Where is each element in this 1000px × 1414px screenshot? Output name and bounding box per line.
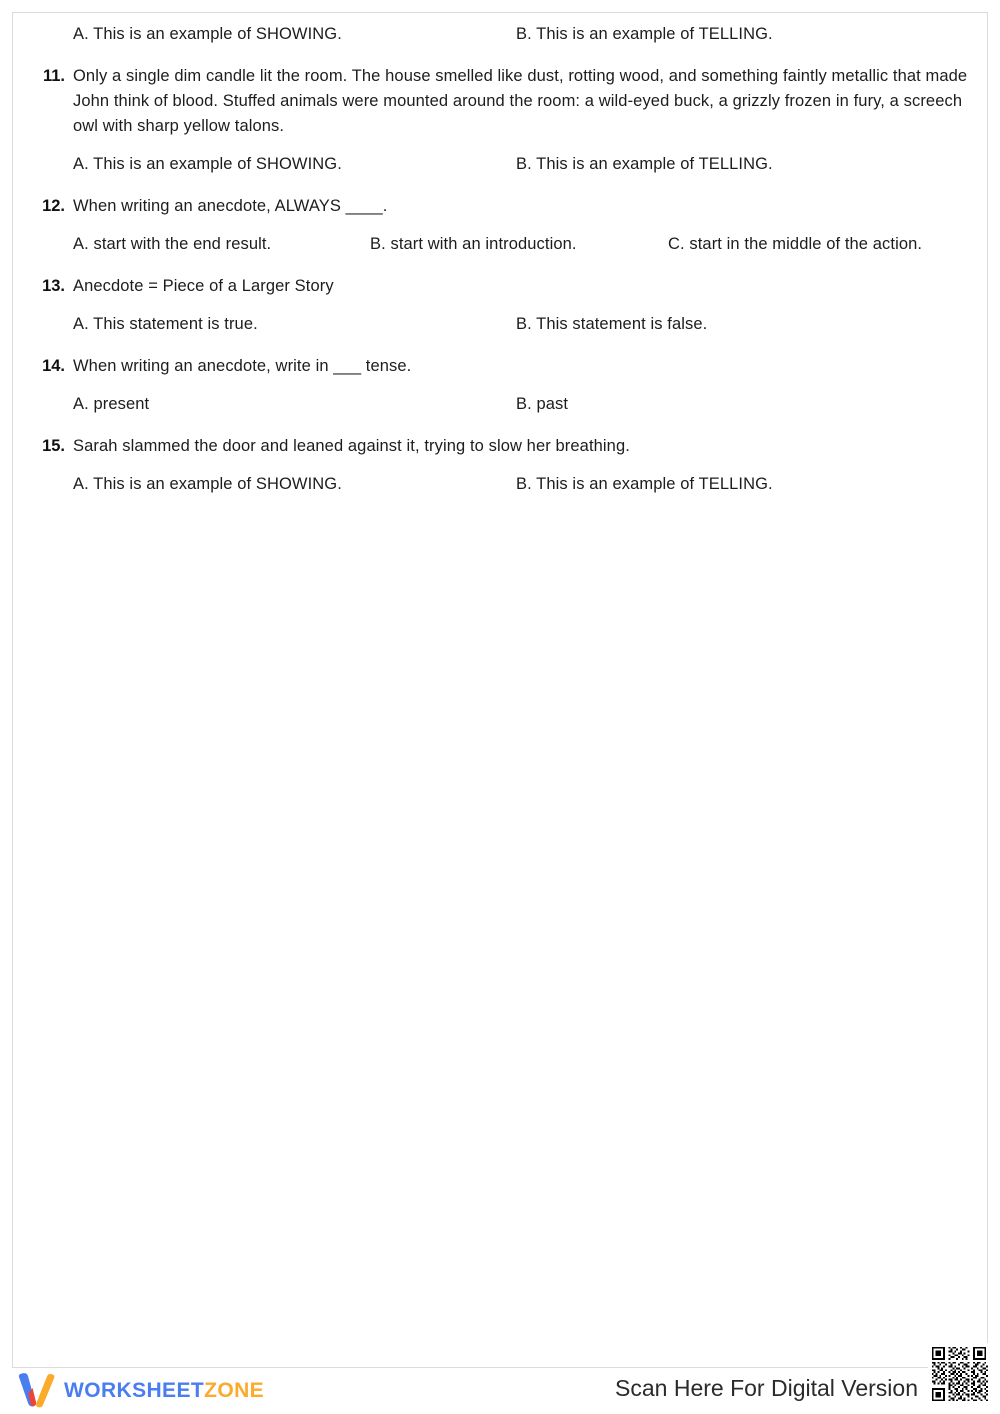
answer-option-b[interactable]: B. This is an example of TELLING.: [516, 475, 773, 493]
question-number: 15.: [42, 437, 65, 455]
spacer: [31, 379, 977, 389]
question-number: 13.: [42, 277, 65, 295]
question-text: When writing an anecdote, write in ___ tense.: [73, 357, 412, 375]
question-row: [31, 194, 977, 219]
worksheet-zone-w-icon: [14, 1371, 58, 1411]
question-row: [31, 354, 977, 379]
question-text: Only a single dim candle lit the room. The house smelled like dust, rotting wood, and something faintly metallic that made John think of blood. Stuffed animals were mounted around the room: a wild-eyed buck, a grizzly frozen in fury, a screech owl with sharp yellow talons.: [73, 67, 968, 135]
answer-option-a[interactable]: A. This is an example of SHOWING.: [73, 155, 342, 173]
question-number: 11.: [42, 67, 65, 85]
spacer: [31, 419, 977, 434]
answer-option-a[interactable]: A. This statement is true.: [73, 315, 258, 333]
orphan-answer-row: [31, 19, 977, 49]
logo-word-worksheet: WORKSHEET: [64, 1379, 205, 1402]
question-row: [31, 274, 977, 299]
answer-option-b[interactable]: B. start with an introduction.: [370, 235, 577, 253]
question-block-12: [31, 194, 977, 259]
answer-options: [31, 149, 977, 179]
spacer: [31, 139, 977, 149]
qr-code-icon[interactable]: [928, 1343, 990, 1405]
page-footer: [0, 1368, 1000, 1414]
answer-row: [31, 389, 977, 419]
answer-options: [31, 309, 977, 339]
question-block-15: [31, 434, 977, 499]
logo-word-zone: ZONE: [204, 1379, 265, 1402]
spacer: [31, 219, 977, 229]
answer-option-b[interactable]: B. This statement is false.: [516, 315, 708, 333]
question-text: Sarah slammed the door and leaned against it, trying to slow her breathing.: [73, 437, 630, 455]
question-block-11: [31, 64, 977, 179]
answer-row: [31, 19, 977, 49]
answer-option-b[interactable]: B. This is an example of TELLING.: [516, 25, 773, 43]
answer-row: [31, 309, 977, 339]
answer-option-a[interactable]: A. start with the end result.: [73, 235, 272, 253]
question-block-14: [31, 354, 977, 419]
worksheet-zone-logo[interactable]: [14, 1370, 264, 1412]
answer-options: [31, 229, 977, 259]
scan-label: Scan Here For Digital Version: [615, 1375, 918, 1401]
question-text: When writing an anecdote, ALWAYS ____.: [73, 197, 388, 215]
answer-options: [31, 469, 977, 499]
question-number: 14.: [42, 357, 65, 375]
question-row: [31, 64, 977, 139]
spacer: [31, 179, 977, 194]
answer-options: [31, 389, 977, 419]
spacer: [31, 259, 977, 274]
question-number: 12.: [42, 197, 65, 215]
answer-option-b[interactable]: B. This is an example of TELLING.: [516, 155, 773, 173]
spacer: [31, 459, 977, 469]
worksheet-sheet: [12, 12, 988, 1368]
answer-option-a[interactable]: A. This is an example of SHOWING.: [73, 25, 342, 43]
answer-option-c[interactable]: C. start in the middle of the action.: [668, 235, 923, 253]
answer-row: [31, 149, 977, 179]
logo-wordmark: [64, 1379, 264, 1403]
answer-option-a[interactable]: A. present: [73, 395, 150, 413]
spacer: [31, 49, 977, 64]
question-text: Anecdote = Piece of a Larger Story: [73, 277, 334, 295]
question-row: [31, 434, 977, 459]
answer-row: [31, 469, 977, 499]
question-block-13: [31, 274, 977, 339]
answer-option-a[interactable]: A. This is an example of SHOWING.: [73, 475, 342, 493]
answer-row: [31, 229, 977, 259]
spacer: [31, 339, 977, 354]
worksheet-content: [31, 19, 977, 499]
spacer: [31, 299, 977, 309]
answer-option-b[interactable]: B. past: [516, 395, 569, 413]
